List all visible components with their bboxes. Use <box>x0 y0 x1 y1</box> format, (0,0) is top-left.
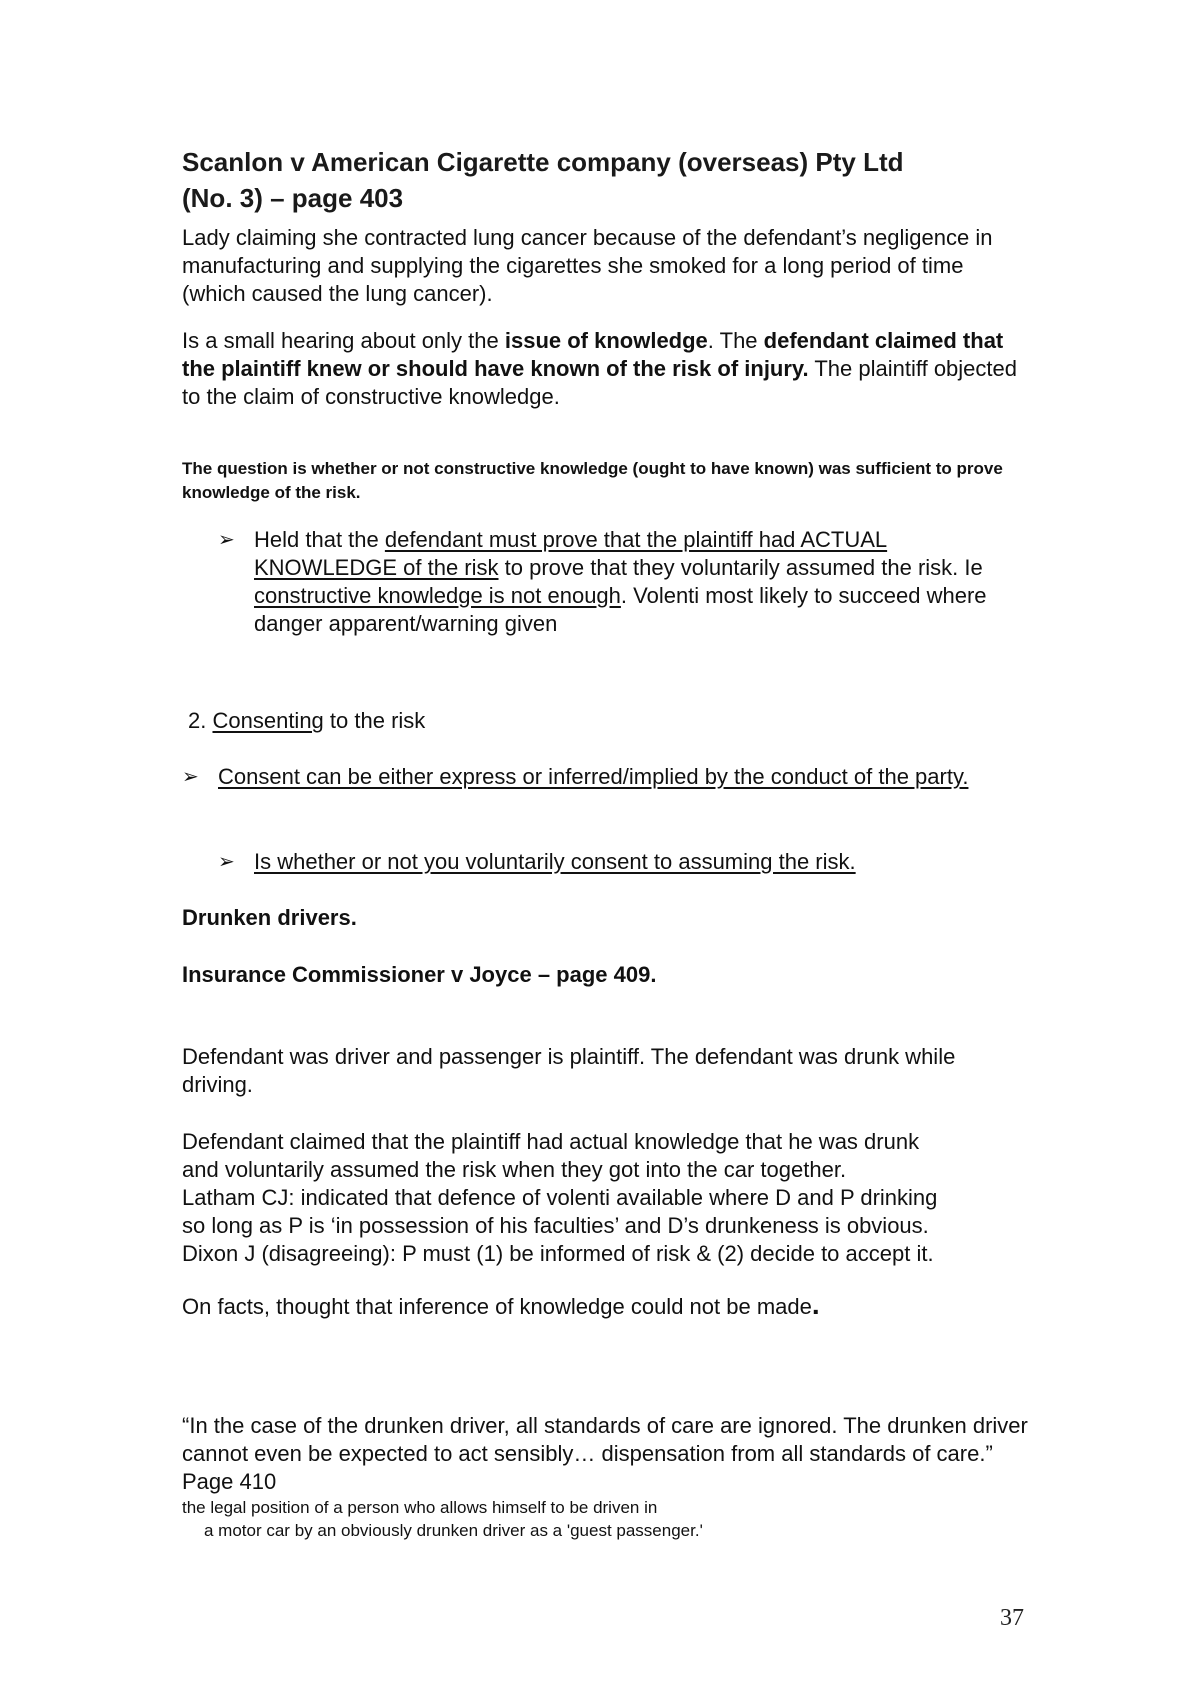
knowledge-bold-1: issue of knowledge <box>504 328 708 353</box>
claimed-paragraph <box>182 1128 1062 1268</box>
consent-bullet <box>182 763 992 791</box>
claimed-line: so long as P is ‘in possession of his faculties’ and D’s drunkeness is obvious. <box>182 1213 929 1238</box>
case-title-line-2: (No. 3) – page 403 <box>182 183 404 213</box>
knowledge-text-2: . The <box>707 328 764 353</box>
case-title-line-1: Scanlon v American Cigarette company (overseas) Pty Ltd <box>182 147 904 177</box>
knowledge-paragraph <box>182 327 1032 411</box>
facts-conclusion <box>182 1291 1032 1321</box>
held-bullet <box>218 526 988 638</box>
item-number: 2. <box>188 708 207 733</box>
numbered-item-rest: to the risk <box>323 708 426 733</box>
held-text-3: . Volenti most likely to succeed where danger apparent/warning given <box>254 583 987 636</box>
consent-bullet-text: Consent can be either express or inferred/implied by the conduct of the party. <box>218 764 969 789</box>
bullet-arrow-icon: ➢ <box>218 529 235 551</box>
held-text <box>254 526 988 638</box>
claimed-line: Defendant claimed that the plaintiff had actual knowledge that he was drunk <box>182 1129 920 1154</box>
legal-position-note <box>182 1496 1032 1542</box>
page-number: 37 <box>1000 1605 1024 1631</box>
claimed-line: and voluntarily assumed the risk when they got into the car together. <box>182 1157 847 1182</box>
heading-joyce-case: Insurance Commissioner v Joyce – page 409. <box>182 962 657 987</box>
facts-conclusion-text: On facts, thought that inference of knowledge could not be made <box>182 1294 812 1319</box>
question-paragraph: The question is whether or not constructive knowledge (ought to have known) was sufficient to prove knowledge of the risk. <box>182 459 1003 502</box>
claimed-line: Dixon J (disagreeing): P must (1) be informed of risk & (2) decide to accept it. <box>182 1241 934 1266</box>
heading-drunken-drivers: Drunken drivers. <box>182 905 357 930</box>
legal-position-line-2: a motor car by an obviously drunken driver as a 'guest passenger.' <box>204 1521 703 1540</box>
quote-paragraph: “In the case of the drunken driver, all standards of care are ignored. The drunken driver cannot even be expected to act sensibly… dispensation from all standards of care.” Page 410 <box>182 1413 1028 1494</box>
knowledge-bold-2: defendant claimed that the plaintiff knew or should have known of the risk of injury. <box>182 328 1004 381</box>
facts-conclusion-period: . <box>811 1289 820 1320</box>
held-text-2: to prove that they voluntarily assumed the risk. Ie <box>498 555 983 580</box>
facts-paragraph: Lady claiming she contracted lung cancer because of the defendant’s negligence in manufacturing and supplying the cigarettes she smoked for a long period of time (which caused the lung cancer). <box>182 225 993 306</box>
driver-paragraph: Defendant was driver and passenger is plaintiff. The defendant was drunk while driving. <box>182 1044 956 1097</box>
bullet-arrow-icon: ➢ <box>182 766 199 788</box>
held-underline-2: constructive knowledge is not enough <box>254 583 621 608</box>
bullet-arrow-icon: ➢ <box>218 851 235 873</box>
case-title <box>182 144 1032 216</box>
held-underline-1: defendant must prove that the plaintiff had ACTUAL KNOWLEDGE of the risk <box>254 527 888 580</box>
claimed-line: Latham CJ: indicated that defence of volenti available where D and P drinking <box>182 1185 938 1210</box>
knowledge-text-3: The plaintiff objected to the claim of constructive knowledge. <box>182 356 1017 409</box>
held-text-1: Held that the <box>254 527 385 552</box>
knowledge-text-1: Is a small hearing about only the <box>182 328 505 353</box>
voluntary-bullet-text: Is whether or not you voluntarily consent to assuming the risk. <box>254 849 856 874</box>
consenting-underline: Consenting <box>212 708 324 733</box>
numbered-item-2 <box>188 707 988 735</box>
voluntary-bullet <box>218 848 988 876</box>
legal-position-line-1: the legal position of a person who allows himself to be driven in <box>182 1498 658 1517</box>
